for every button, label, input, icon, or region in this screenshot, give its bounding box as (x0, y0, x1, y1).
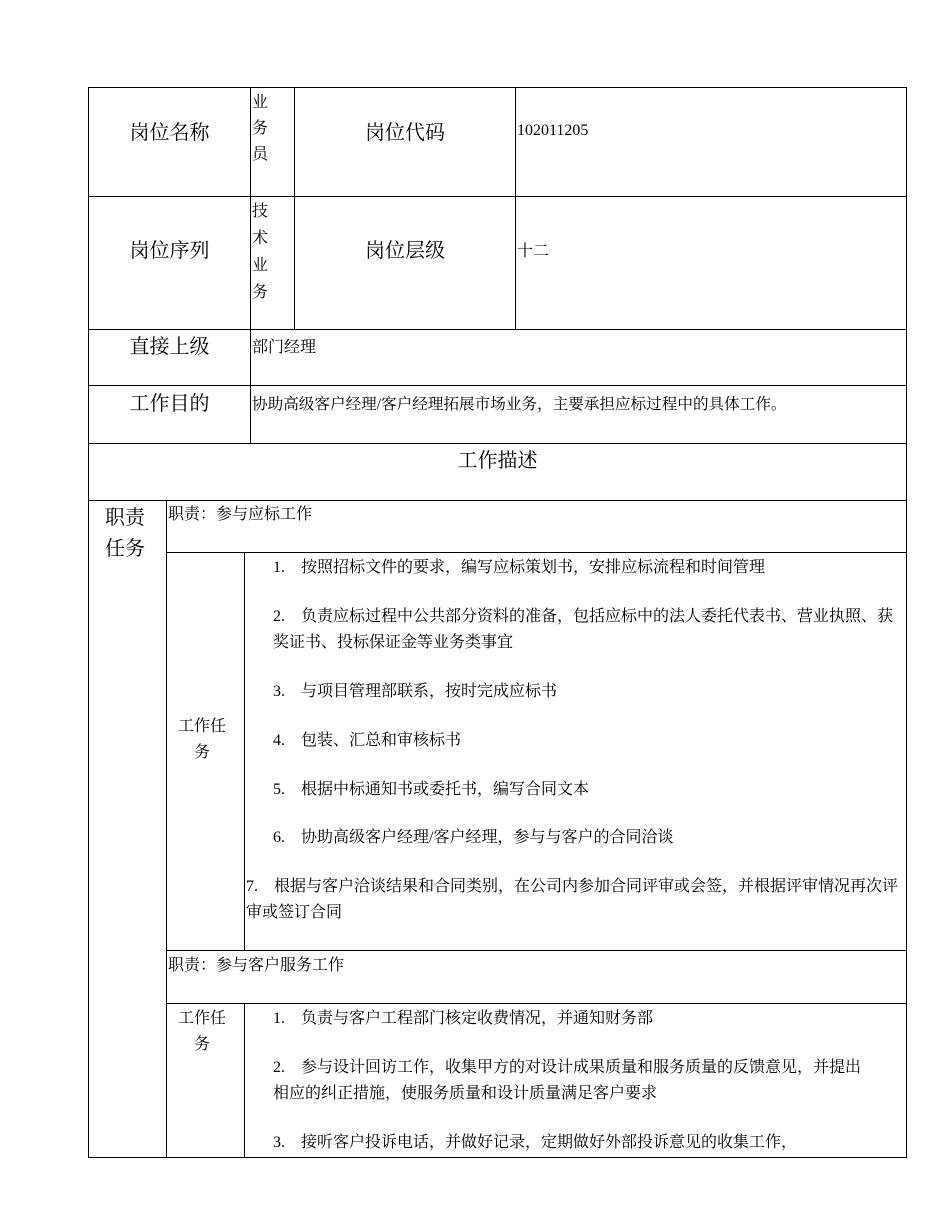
description-title: 工作描述 (457, 450, 538, 472)
purpose-label: 工作目的 (129, 393, 210, 415)
task-label-1: 工作任务 (177, 718, 226, 761)
duty1-task-6: 6. 协助高级客户经理/客户经理，参与与客户的合同洽谈 (273, 829, 674, 846)
superior-label: 直接上级 (129, 336, 210, 358)
post-level-label: 岗位层级 (365, 240, 445, 262)
post-name-label: 岗位名称 (129, 122, 210, 144)
duty1-task-7: 7. 根据与客户洽谈结果和合同类别，在公司内参加合同评审或会签，并根据评审情况再次评审或签订合同 (246, 878, 899, 921)
task-label-2: 工作任务 (177, 1010, 226, 1053)
duty1-task-5: 5. 根据中标通知书或委托书，编写合同文本 (273, 781, 590, 798)
post-series-value: 技术业务 (252, 203, 269, 301)
duty2-task-1: 1. 负责与客户工程部门核定收费情况，并通知财务部 (273, 1010, 654, 1027)
post-series-label: 岗位序列 (129, 240, 210, 262)
purpose-value: 协助高级客户经理/客户经理拓展市场业务，主要承担应标过程中的具体工作。 (252, 396, 787, 413)
duty1-task-2: 2. 负责应标过程中公共部分资料的准备，包括应标中的法人委托代表书、营业执照、获奖证书、投标保证金等业务类事宜 (273, 608, 894, 651)
duty2-title: 职责：参与客户服务工作 (168, 957, 345, 974)
row-divider (89, 500, 906, 501)
duty1-title: 职责：参与应标工作 (168, 506, 313, 523)
duty-label: 职责任务 (105, 507, 145, 560)
job-table (88, 87, 907, 1158)
row-divider (166, 1003, 906, 1004)
post-code-value: 102011205 (517, 122, 589, 139)
row-divider (89, 443, 906, 444)
duty1-task-4: 4. 包装、汇总和审核标书 (273, 732, 462, 749)
duty2-task-2: 2. 参与设计回访工作，收集甲方的对设计成果质量和服务质量的反馈意见，并提出相应的纠正措施，使服务质量和设计质量满足客户要求 (273, 1059, 862, 1102)
duty1-task-1: 1. 按照招标文件的要求，编写应标策划书，安排应标流程和时间管理 (273, 559, 766, 576)
duty1-task-3: 3. 与项目管理部联系，按时完成应标书 (273, 683, 558, 700)
post-code-label: 岗位代码 (365, 122, 445, 144)
col-divider (250, 88, 251, 443)
post-level-value: 十二 (517, 243, 550, 260)
post-name-value: 业务员 (252, 94, 269, 163)
row-divider (89, 385, 906, 386)
row-divider (89, 329, 906, 330)
row-divider (89, 196, 906, 197)
col-divider (515, 88, 516, 329)
col-divider (166, 500, 167, 1157)
row-divider (166, 950, 906, 951)
superior-value: 部门经理 (252, 339, 317, 356)
duty2-task-3: 3. 接听客户投诉电话，并做好记录，定期做好外部投诉意见的收集工作， (273, 1134, 798, 1151)
col-divider (244, 552, 245, 950)
col-divider (244, 1003, 245, 1157)
row-divider (166, 552, 906, 553)
